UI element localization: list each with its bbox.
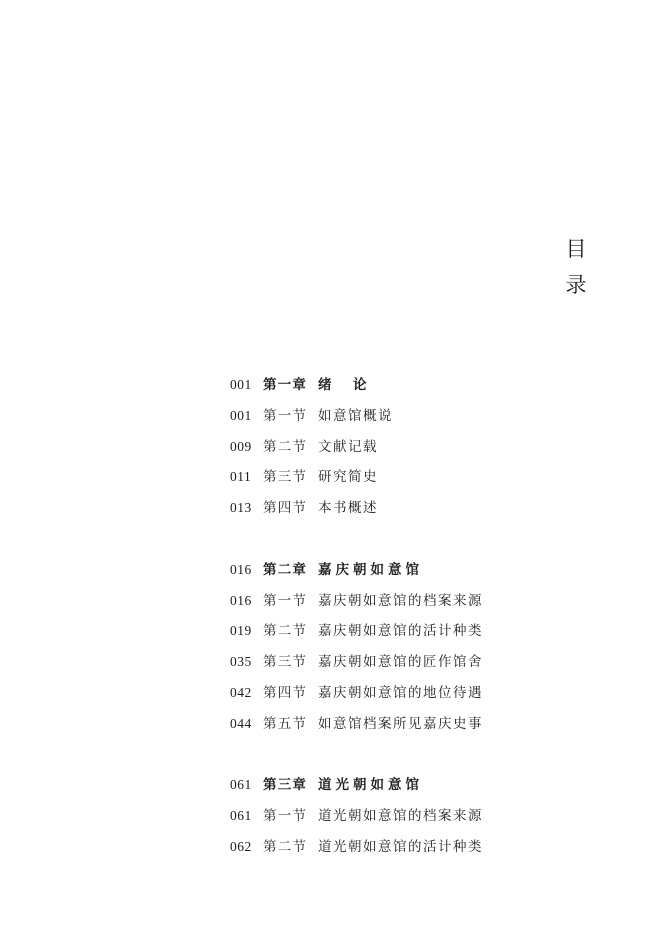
toc-entry-label: 第三节 [263, 654, 308, 670]
toc-entry-label: 第二节 [263, 438, 308, 454]
toc-page-number: 011 [230, 469, 252, 485]
toc-entry [230, 462, 483, 493]
toc-entry-label: 第三章 [263, 777, 308, 793]
toc-entry-label: 第一章 [263, 377, 308, 392]
toc-entry [230, 678, 483, 709]
toc-entry-title: 研究简史 [318, 469, 378, 485]
toc-block [230, 555, 483, 740]
toc-entry [230, 801, 483, 832]
toc-page-number: 061 [230, 808, 252, 824]
toc-entry-title: 嘉庆朝如意馆的档案来源 [318, 592, 483, 608]
toc-entry [230, 832, 483, 863]
toc-page-number: 044 [230, 715, 252, 731]
toc-entry-title: 嘉庆朝如意馆的活计种类 [318, 623, 483, 639]
toc-entry [230, 401, 483, 432]
toc-page-number: 001 [230, 377, 252, 392]
toc-page-number: 062 [230, 838, 252, 854]
toc-entry [230, 432, 483, 463]
toc-page-number: 016 [230, 561, 252, 577]
toc-page-number: 016 [230, 592, 252, 608]
toc-entry-label: 第二节 [263, 623, 308, 639]
toc-entry [230, 493, 483, 524]
toc-entry-label: 第四节 [263, 500, 308, 516]
toc-entry [230, 770, 483, 801]
toc-block [230, 370, 483, 524]
toc-entry [230, 616, 483, 647]
toc-entry-title: 道光朝如意馆的档案来源 [318, 808, 483, 824]
page-title-char: 录 [565, 273, 587, 297]
toc-entry-title: 道光朝如意馆的活计种类 [318, 838, 483, 854]
toc-entry [230, 370, 483, 401]
toc-entry-title: 文献记载 [318, 438, 378, 454]
toc-entry-label: 第一节 [263, 592, 308, 608]
toc-entry-title: 嘉庆朝如意馆 [318, 561, 423, 577]
toc-entry [230, 586, 483, 617]
toc-entry-label: 第二节 [263, 838, 308, 854]
toc-page-number: 001 [230, 407, 252, 423]
page-title-char: 目 [565, 237, 587, 261]
toc-page-number: 019 [230, 623, 252, 639]
toc-entry-title: 嘉庆朝如意馆的匠作馆舍 [318, 654, 483, 670]
toc-entry-title: 如意馆档案所见嘉庆史事 [318, 715, 483, 731]
toc-page-number: 042 [230, 684, 252, 700]
toc-entry-title: 如意馆概说 [318, 407, 393, 423]
toc-page-number: 035 [230, 654, 252, 670]
toc-entry [230, 709, 483, 740]
toc-entry-title: 绪 论 [318, 377, 371, 392]
toc-page-number: 013 [230, 500, 252, 516]
toc-entry [230, 555, 483, 586]
toc-entry [230, 647, 483, 678]
toc-entry-label: 第四节 [263, 684, 308, 700]
toc-entry-label: 第二章 [263, 561, 308, 577]
toc-entry-label: 第一节 [263, 407, 308, 423]
toc-entry-title: 嘉庆朝如意馆的地位待遇 [318, 684, 483, 700]
toc-block [230, 770, 483, 862]
toc-entry-label: 第五节 [263, 715, 308, 731]
toc-entry-title: 本书概述 [318, 500, 378, 516]
table-of-contents [230, 370, 483, 863]
page-title-vertical [561, 239, 591, 296]
toc-entry-title: 道光朝如意馆 [318, 777, 423, 793]
toc-entry-label: 第三节 [263, 469, 308, 485]
toc-entry-label: 第一节 [263, 808, 308, 824]
toc-page-number: 009 [230, 438, 252, 454]
toc-page-number: 061 [230, 777, 252, 793]
